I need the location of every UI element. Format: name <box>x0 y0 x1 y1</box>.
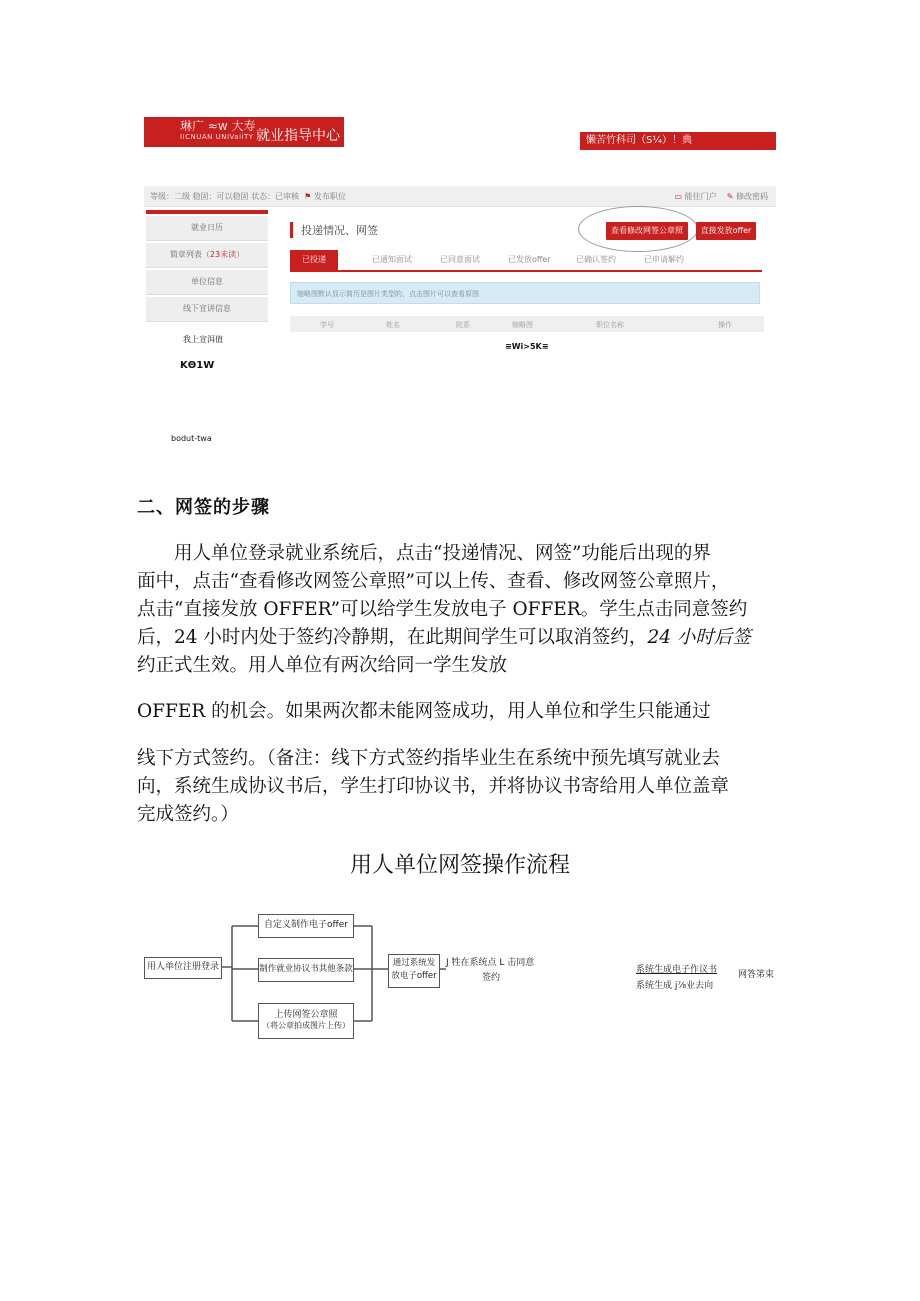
flow-note-generate-destination: 系统生成 j⅞业去向 <box>636 981 714 991</box>
paragraph-line: 点击“直接发放 OFFER”可以给学生发放电子 OFFER。学生点击同意签约 <box>137 599 748 620</box>
change-password-link[interactable]: 修改密码 <box>736 192 768 201</box>
sidebar-item-suffix: ） <box>236 250 245 259</box>
tab-interview-notified[interactable]: 已通知面试 <box>372 255 412 264</box>
flow-box-label: 上传网签公章照 <box>274 1010 338 1020</box>
paragraph-text: 后，24 小时内处于签约冷静期，在此期间学生可以取消签约， <box>137 627 648 648</box>
paragraph-line: 线下方式签约。（备注：线下方式签约指毕业生在系统中预先填写就业去 <box>137 748 720 769</box>
paragraph-line: OFFER 的机会。如果两次都未能网签成功，用人单位和学生只能通过 <box>137 701 711 722</box>
col-department: 院系 <box>456 321 470 329</box>
unread-badge: 23未读 <box>209 250 237 259</box>
site-name: 就业指导中心 <box>256 128 340 144</box>
info-notice: 缩略图默认显示简历是图片类型的，点击图片可以查看原图 <box>290 282 760 304</box>
section-heading: 二、网签的步骤 <box>137 497 270 518</box>
col-actions: 操作 <box>718 321 732 329</box>
col-thumbnail: 缩略图 <box>512 321 533 329</box>
page-title: 投递情况、网签 <box>290 222 378 238</box>
tab-signed[interactable]: 已确认签约 <box>576 255 616 264</box>
flow-box-custom-offer: 自定义制作电子offer <box>258 914 354 938</box>
flow-box-register: 用人单位注册登录 <box>144 957 222 979</box>
university-logo: 琳广 ≈w 大寿 <box>180 119 256 133</box>
tab-offer-sent[interactable]: 已发放offer <box>508 255 551 264</box>
sidebar-item-company-info[interactable]: 单位信息 <box>146 270 268 295</box>
sidebar-item-label: 简章列表（ <box>169 250 210 259</box>
flow-note-sign: 签约 <box>482 973 501 983</box>
edit-icon: ✎ <box>726 192 734 201</box>
ocr-fragment-3: bodut-twa <box>171 434 212 443</box>
flow-note-generate-agreement: 系统生成电子作议书 <box>636 965 718 975</box>
university-logo-en: IICNUAN UNIVaiiTY <box>180 133 254 141</box>
paragraph-line: 向，系统生成协议书后，学生打印协议书，并将协议书寄给用人单位盖章 <box>137 776 730 797</box>
italic-number: 24 小时后签 <box>647 627 751 648</box>
ocr-fragment-2: KΘ1W <box>180 360 215 371</box>
flowchart-title: 用人单位网签操作流程 <box>349 853 570 878</box>
flag-icon: ⚑ <box>301 192 312 201</box>
col-student-id: 学号 <box>320 321 334 329</box>
status-info: 等级：二级 稳固：可以稳固 状态：已审核 <box>150 192 300 201</box>
tab-interview-agreed[interactable]: 已同意面试 <box>440 255 480 264</box>
ocr-fragment-1: 我上宣洱值 <box>183 335 223 344</box>
flow-box-agreement-terms: 制作就业协议书其他条款 <box>258 958 354 982</box>
col-position: 职位名称 <box>596 321 624 329</box>
portal-link[interactable]: 能往门户 <box>684 192 717 201</box>
post-job-link[interactable]: 发布职位 <box>313 192 346 201</box>
flow-note-end: 网答笫束 <box>738 970 775 980</box>
paragraph-line: 约正式生效。用人单位有两次给同一学生发放 <box>137 655 508 676</box>
paragraph-line: 面中，点击“查看修改网签公章照”可以上传、查看、修改网签公章照片， <box>137 571 730 592</box>
tab-cancel-requested[interactable]: 已申请解约 <box>644 255 684 264</box>
send-offer-button[interactable]: 直接发放offer <box>696 222 756 240</box>
flow-box-send-offer: 通过系统发放电子offer <box>388 954 440 988</box>
ocr-fragment-4: ≡Wi>5K≡ <box>505 342 549 351</box>
flow-note-student-agree: J 牲在系统点 L 击同意 <box>446 958 535 968</box>
flow-box-upload-seal <box>258 1003 354 1039</box>
flow-box-sublabel: （将公章拍成图片上传） <box>262 1021 350 1030</box>
view-seal-photo-button[interactable]: 查看修改网签公章照 <box>606 222 688 240</box>
portal-icon: ▭ <box>674 192 683 201</box>
tab-delivered[interactable]: 已投递 <box>290 250 338 270</box>
col-name: 姓名 <box>386 321 400 329</box>
sidebar-item-offline-talks[interactable]: 线下宣讲信息 <box>146 297 268 322</box>
user-banner: 懒苦竹科司（S¼）！典 <box>580 132 776 150</box>
paragraph-line: 用人单位登录就业系统后，点击“投递情况、网签”功能后出现的界 <box>137 543 711 564</box>
sidebar-item-calendar[interactable]: 就业日历 <box>146 216 268 241</box>
paragraph-line: 完成签约。） <box>137 804 239 825</box>
